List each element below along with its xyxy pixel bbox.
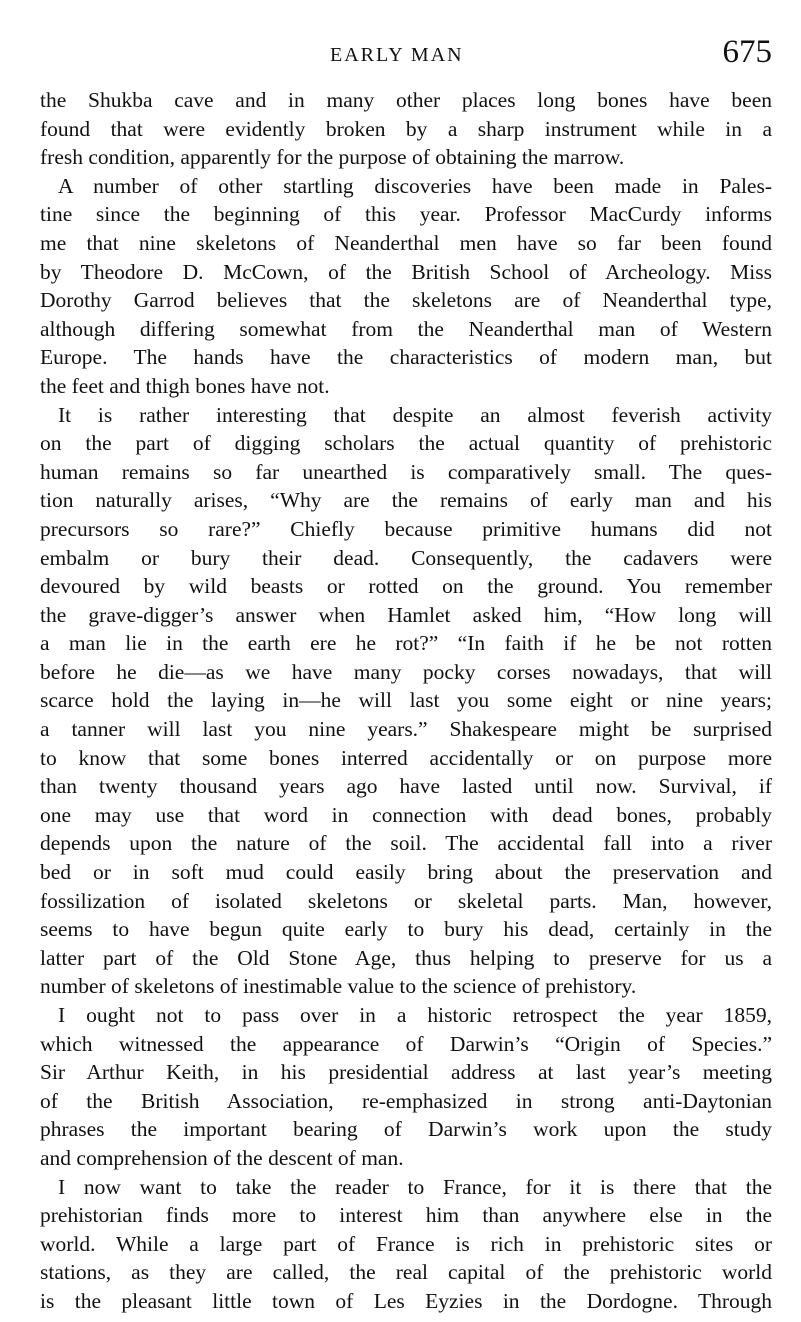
text-line: although differing somewhat from the Neanderthal man of Western [40, 316, 772, 341]
text-line: prehistorian finds more to interest him than anywhere else in the [40, 1203, 772, 1228]
text-line: me that nine skeletons of Neanderthal men have so far been found [40, 230, 772, 255]
body-text [40, 86, 772, 1316]
text-line: fresh condition, apparently for the purpose of obtaining the marrow. [40, 145, 625, 170]
text-line: a tanner will last you nine years.” Shakespeare might be surprised [40, 717, 772, 742]
text-line: It is rather interesting that despite an almost feverish activity [58, 402, 772, 427]
text-line: world. While a large part of France is rich in prehistoric sites or [40, 1231, 772, 1256]
text-line: tion naturally arises, “Why are the remains of early man and his [40, 488, 772, 513]
text-line: number of skeletons of inestimable value to the science of prehistory. [40, 974, 637, 999]
text-line: A number of other startling discoveries have been made in Pales- [58, 173, 772, 198]
running-title: EARLY MAN [330, 44, 464, 66]
text-line: the feet and thigh bones have not. [40, 373, 330, 398]
text-line: the Shukba cave and in many other places long bones have been [40, 88, 772, 112]
text-line: latter part of the Old Stone Age, thus helping to preserve for us a [40, 945, 772, 970]
text-line: phrases the important bearing of Darwin’s work upon the study [40, 1117, 772, 1142]
page-number: 675 [722, 34, 772, 70]
text-line: stations, as they are called, the real capital of the prehistoric world [40, 1260, 772, 1285]
text-line: Europe. The hands have the characteristics of modern man, but [40, 345, 772, 370]
text-line: tine since the beginning of this year. Professor MacCurdy informs [40, 202, 772, 227]
text-line: found that were evidently broken by a sharp instrument while in a [40, 116, 772, 141]
text-line: one may use that word in connection with dead bones, probably [40, 802, 772, 827]
text-line: seems to have begun quite early to bury his dead, certainly in the [40, 917, 772, 942]
text-line: precursors so rare?” Chiefly because primitive humans did not [40, 516, 772, 541]
text-line: Dorothy Garrod believes that the skeletons are of Neanderthal type, [40, 288, 772, 313]
text-line: to know that some bones interred accidentally or on purpose more [40, 745, 772, 770]
text-line: scarce hold the laying in—he will last you some eight or nine years; [40, 688, 772, 713]
text-line: on the part of digging scholars the actual quantity of prehistoric [40, 431, 772, 456]
text-line: of the British Association, re-emphasized in strong anti-Daytonian [40, 1088, 772, 1113]
text-line: human remains so far unearthed is comparatively small. The ques- [40, 459, 772, 484]
text-line: fossilization of isolated skeletons or skeletal parts. Man, however, [40, 888, 772, 913]
text-line: I ought not to pass over in a historic retrospect the year 1859, [58, 1003, 772, 1027]
text-line: bed or in soft mud could easily bring about the preservation and [40, 860, 772, 885]
text-line: before he die—as we have many pocky corses nowadays, that will [40, 659, 772, 684]
running-head [40, 34, 772, 78]
text-line: the grave-digger’s answer when Hamlet asked him, “How long will [40, 602, 772, 627]
text-line: embalm or bury their dead. Consequently, the cadavers were [40, 545, 772, 570]
text-line: is the pleasant little town of Les Eyzies in the Dordogne. Through [40, 1288, 772, 1313]
text-line: Sir Arthur Keith, in his presidential address at last year’s meeting [40, 1060, 772, 1085]
text-line: devoured by wild beasts or rotted on the ground. You remember [40, 574, 772, 599]
text-line: by Theodore D. McCown, of the British School of Archeology. Miss [40, 259, 772, 284]
text-line: depends upon the nature of the soil. The accidental fall into a river [40, 831, 772, 856]
text-line: and comprehension of the descent of man. [40, 1145, 404, 1170]
text-line: which witnessed the appearance of Darwin’s “Origin of Species.” [40, 1031, 772, 1056]
text-line: than twenty thousand years ago have lasted until now. Survival, if [40, 774, 772, 799]
text-line: I now want to take the reader to France, for it is there that the [58, 1174, 772, 1199]
text-line: a man lie in the earth ere he rot?” “In faith if he be not rotten [40, 631, 772, 656]
